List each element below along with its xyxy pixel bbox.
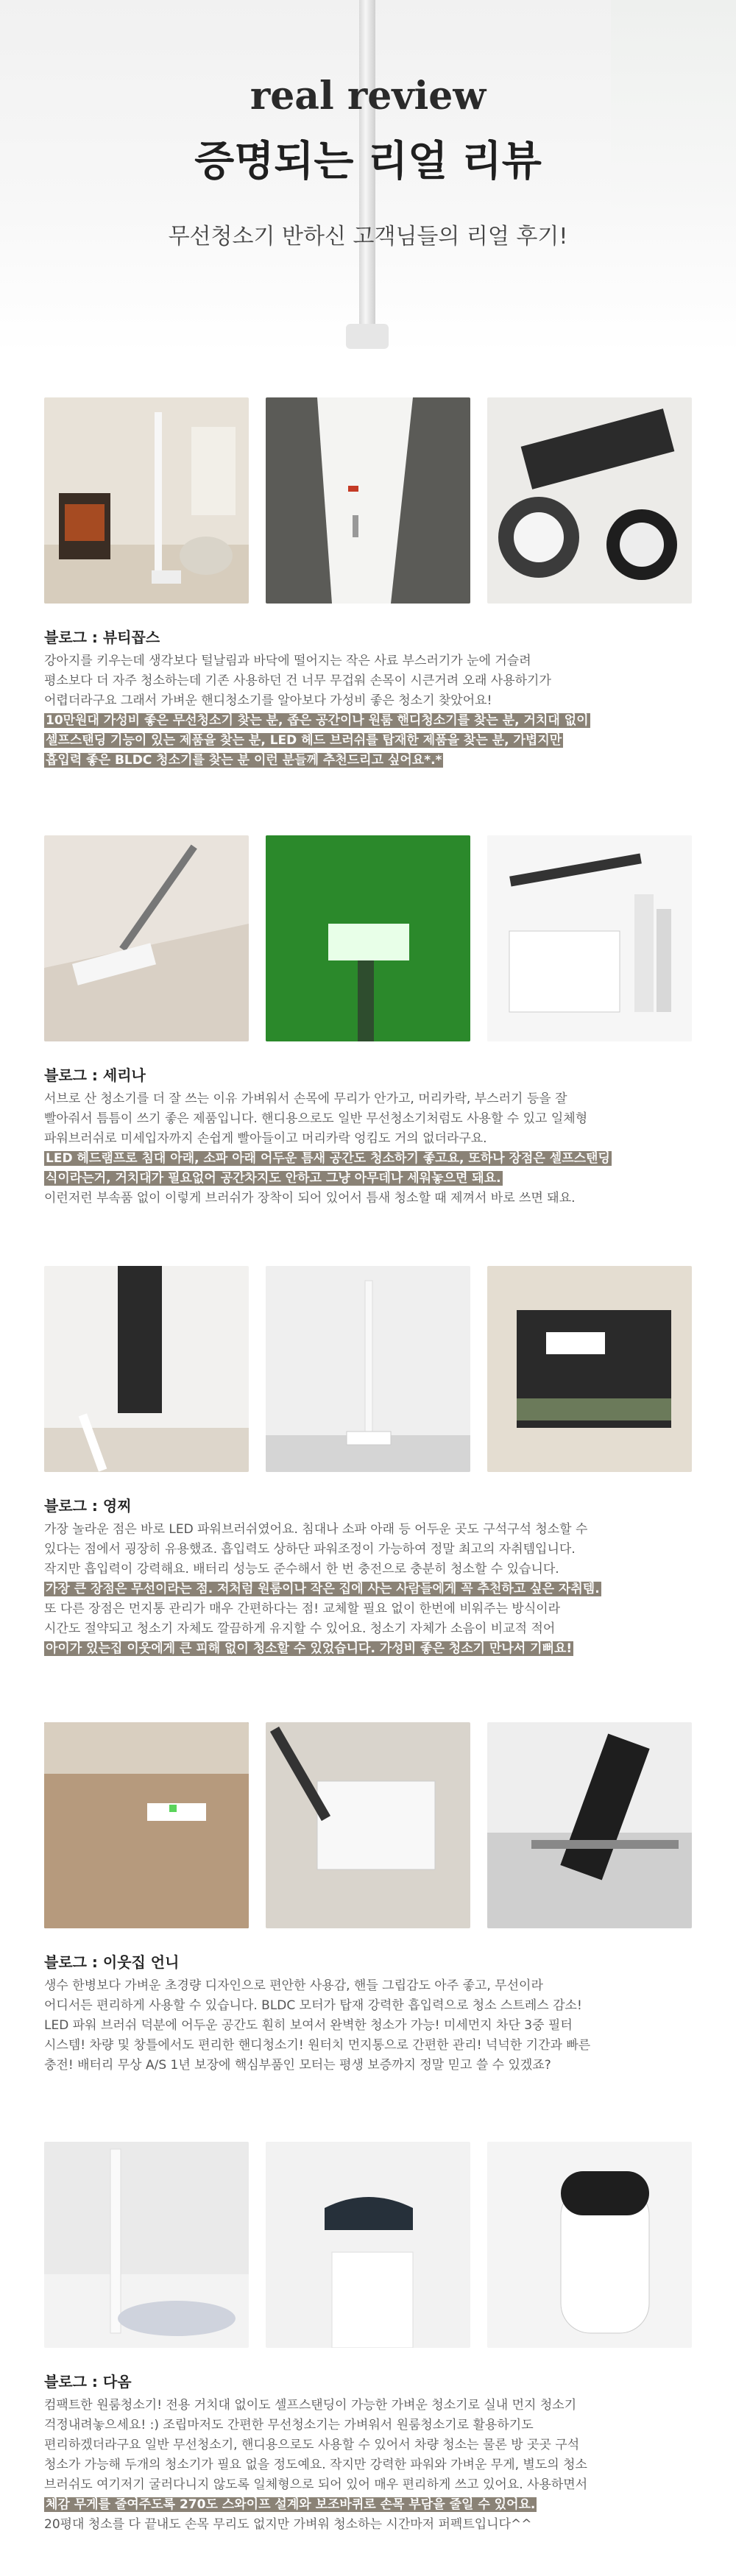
review-line: LED 파워 브러쉬 덕분에 어두운 공간도 훤히 보여서 완벽한 청소가 가능! 미세먼지 차단 3중 필터 (44, 2018, 573, 2033)
review-line: 파워브러쉬로 미세입자까지 손쉽게 빨아들이고 머리카락 엉킴도 거의 없더라구요. (44, 1131, 487, 1146)
review-line: 작지만 흡입력이 강력해요. 배터리 성능도 준수해서 한 번 충전으로 충분히 청소할 수 있습니다. (44, 1562, 559, 1577)
review-line-highlight: 가장 큰 장점은 무선이라는 점. 저처럼 원룸이나 작은 집에 사는 사람들에게 꼭 추천하고 싶은 자취템. (46, 1582, 600, 1596)
hero-title-ko: 증명되는 리얼 리뷰 (194, 138, 542, 185)
review-line: 걱정내려놓으세요! :) 조립마저도 간편한 무선청소기는 가벼워서 원룸청소기로 활용하기도 (44, 2418, 534, 2432)
review-body (44, 1089, 692, 1209)
review-line: 시간도 절약되고 청소기 자체도 깔끔하게 유지할 수 있어요. 청소기 자체가 소음이 비교적 적어 (44, 1621, 556, 1636)
review-card (44, 835, 692, 1209)
review-line: 편리하겠더라구요 일반 무선청소기, 핸디용으로도 사용할 수 있어서 차량 청소는 물론 방 곳곳 구석 (44, 2438, 580, 2452)
review-photos (44, 1722, 692, 1928)
review-photo (487, 397, 692, 604)
review-photo (487, 835, 692, 1041)
hero-vacuum-head (346, 324, 389, 349)
review-line-highlight: 10만원대 가성비 좋은 무선청소기 찾는 분, 좁은 공간이나 원룸 핸디청소기를 찾는 분, 거치대 없이 (46, 713, 589, 728)
review-line: 브러쉬도 여기저기 굴러다니지 않도록 일체형으로 되어 있어 매우 편리하게 쓰고 있어요. 사용하면서 (44, 2477, 588, 2492)
review-line: 20평대 청소를 다 끝내도 손목 무리도 없지만 가벼워 청소하는 시간마저 퍼펙트입니다^^ (44, 2517, 532, 2532)
review-photo (44, 835, 249, 1041)
review-author: 블로그 : 영찌 (44, 1497, 132, 1515)
review-line-highlight: 셀프스탠딩 기능이 있는 제품을 찾는 분, LED 헤드 브러쉬를 탑재한 제품을 찾는 분, 가볍지만 (46, 733, 562, 748)
review-line: 생수 한병보다 가벼운 초경량 디자인으로 편안한 사용감, 핸들 그립감도 아주 좋고, 무선이라 (44, 1978, 543, 1993)
review-body (44, 1976, 692, 2076)
review-line: 어디서든 편리하게 사용할 수 있습니다. BLDC 모터가 탑재 강력한 흡입력으로 청소 스트레스 감소! (44, 1998, 582, 2013)
review-photo (44, 397, 249, 604)
review-line-highlight: 아이가 있는집 이웃에게 큰 피해 없이 청소할 수 있었습니다. 가성비 좋은 청소기 만나서 기뻐요! (46, 1641, 573, 1656)
hero-subtitle: 무선청소기 반하신 고객님들의 리얼 후기! (168, 224, 568, 250)
review-line: 강아지를 키우는데 생각보다 털날림과 바닥에 떨어지는 작은 사료 부스러기가 눈에 거슬려 (44, 654, 531, 668)
review-author: 블로그 : 세리나 (44, 1066, 146, 1084)
review-author: 블로그 : 뷰티꼽스 (44, 629, 160, 646)
review-body (44, 651, 692, 771)
hero-title-en: real review (250, 74, 486, 118)
review-author: 블로그 : 다옴 (44, 2373, 132, 2391)
review-photo (44, 2142, 249, 2348)
review-photo (44, 1266, 249, 1472)
review-line: 이런저런 부속품 없이 이렇게 브러쉬가 장착이 되어 있어서 틈새 청소할 때 제껴서 바로 쓰면 돼요. (44, 1191, 576, 1206)
review-line: 컴팩트한 원룸청소기! 전용 거치대 없이도 셀프스탠딩이 가능한 가벼운 청소기로 실내 먼지 청소기 (44, 2398, 577, 2413)
review-line: 가장 놀라운 점은 바로 LED 파워브러쉬였어요. 침대나 소파 아래 등 어두운 곳도 구석구석 청소할 수 (44, 1522, 588, 1537)
review-photo (44, 1722, 249, 1928)
review-photo (487, 1722, 692, 1928)
review-line: 시스템! 차량 및 창틀에서도 편리한 핸디청소기! 원터치 먼지통으로 간편한 관리! 넉넉한 기간과 빠른 (44, 2038, 591, 2053)
review-line: 서브로 산 청소기를 더 잘 쓰는 이유 가벼워서 손목에 무리가 안가고, 머리카락, 부스러기 등을 잘 (44, 1091, 567, 1106)
review-line-highlight: 식이라는거, 거치대가 필요없어 공간차지도 안하고 그냥 아무데나 세워놓으면 돼요. (46, 1171, 501, 1186)
review-line: 충전! 배터리 무상 A/S 1년 보장에 핵심부품인 모터는 평생 보증까지 정말 믿고 쓸 수 있겠죠? (44, 2058, 551, 2073)
review-photos (44, 2142, 692, 2348)
review-line: 있다는 점에서 굉장히 유용했죠. 흡입력도 상하단 파워조정이 가능하여 정말 최고의 자취템입니다. (44, 1542, 576, 1557)
review-photo (266, 1266, 470, 1472)
review-author: 블로그 : 이웃집 언니 (44, 1953, 180, 1971)
review-line: 청소가 가능해 두개의 청소기가 필요 없을 정도예요. 작지만 강력한 파워와 가벼운 무게, 별도의 청소 (44, 2458, 587, 2472)
review-photo (266, 1722, 470, 1928)
review-photo (266, 835, 470, 1041)
review-photos (44, 397, 692, 604)
review-card (44, 2142, 692, 2535)
review-line: 빨아줘서 틈틈이 쓰기 좋은 제품입니다. 핸디용으로도 일반 무선청소기처럼도 사용할 수 있고 일체형 (44, 1111, 588, 1126)
review-photos (44, 835, 692, 1041)
review-body (44, 1520, 692, 1659)
review-card (44, 397, 692, 771)
review-line-highlight: 체감 무게를 줄여주도록 270도 스와이프 설계와 보조바퀴로 손목 부담을 줄일 수 있어요. (46, 2497, 536, 2512)
review-photo (266, 397, 470, 604)
review-line: 어렵더라구요 그래서 가벼운 핸디청소기를 알아보다 가성비 좋은 청소기 찾았어요! (44, 693, 492, 708)
review-card (44, 1722, 692, 2076)
review-line: 평소보다 더 자주 청소하는데 기존 사용하던 건 너무 무겁워 손목이 시큰거려 오래 사용하기가 (44, 673, 551, 688)
review-photo (487, 2142, 692, 2348)
review-line-highlight: 흡입력 좋은 BLDC 청소기를 찾는 분 이런 분들께 추천드리고 싶어요*.* (46, 753, 442, 768)
review-line: 또 다른 장점은 먼지통 관리가 매우 간편하다는 점! 교체할 필요 없이 한번에 비워주는 방식이라 (44, 1602, 561, 1616)
review-photo (266, 2142, 470, 2348)
review-photos (44, 1266, 692, 1472)
hero-banner (0, 0, 736, 353)
review-photo (487, 1266, 692, 1472)
review-body (44, 2396, 692, 2535)
review-line-highlight: LED 헤드램프로 침대 아래, 소파 아래 어두운 틈새 공간도 청소하기 좋고요, 또하나 장점은 셀프스탠딩 (46, 1151, 610, 1166)
review-card (44, 1266, 692, 1659)
